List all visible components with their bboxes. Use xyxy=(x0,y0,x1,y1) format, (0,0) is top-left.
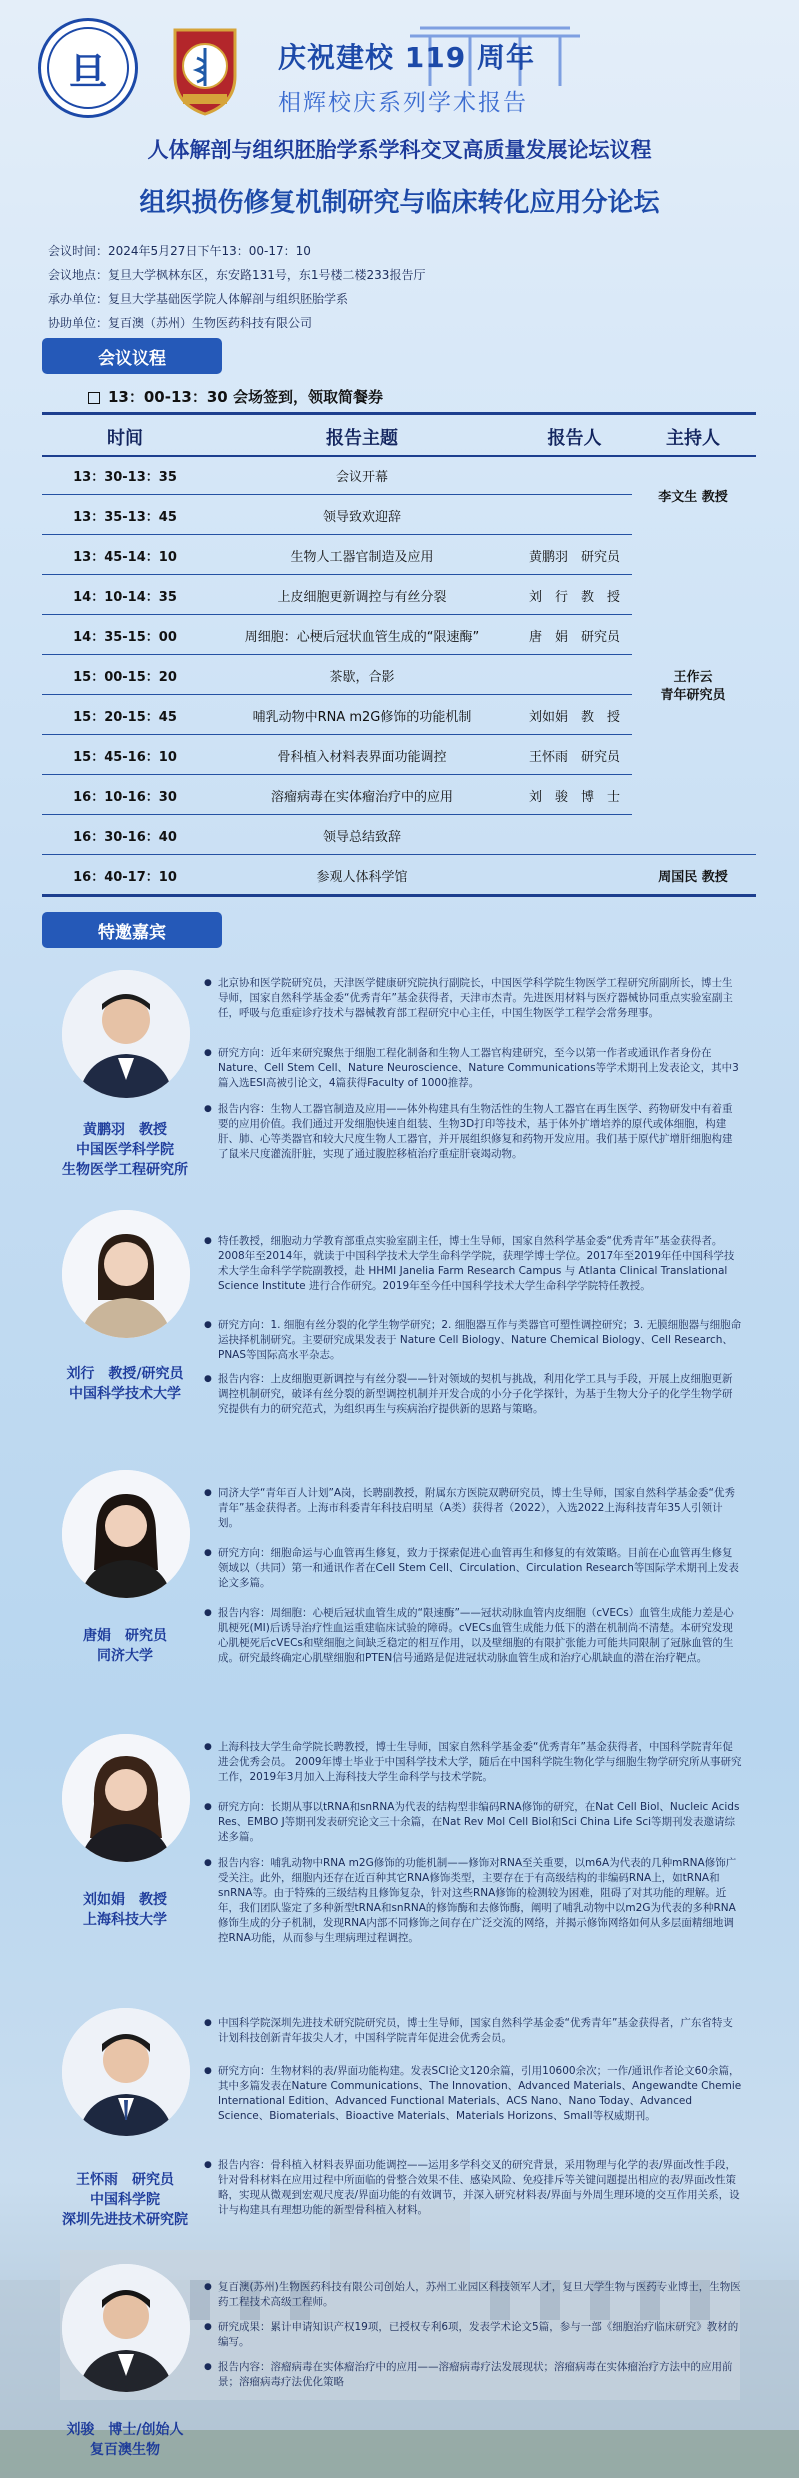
guest-name: 唐娟 研究员 xyxy=(83,1628,167,1644)
table-row: 16：40-17：10 参观人体科学馆 周国民 教授 xyxy=(42,854,756,897)
header-topic: 报告主题 xyxy=(326,428,398,449)
guest-org: 同济大学 xyxy=(97,1648,153,1664)
guests-section-label: 特邀嘉宾 xyxy=(42,912,222,948)
table-row: 14：35-15：00 周细胞：心梗后冠状血管生成的“限速酶” 唐 娟 研究员 xyxy=(42,614,632,655)
guest-bio: ● 复百澳(苏州)生物医药科技有限公司创始人，苏州工业园区科技领军人才，复旦大学生物与医药专业博士，生物医药工程技术高级工程师。 xyxy=(204,2280,742,2310)
guest-research: ● 研究方向：近年来研究聚焦于细胞工程化制备和生物人工器官构建研究，至今以第一作者或通讯作者身份在Nature、Cell Stem Cell、Nature Neuroscience、Nature Communications等学术期刊上发表论文，其中3篇入选ESI高被引论文，4篇获得Faculty of 1000推荐。 xyxy=(204,1046,742,1091)
guest-bio: ● 特任教授，细胞动力学教育部重点实验室副主任，博士生导师，国家自然科学基金委“优秀青年”基金获得者。2008年至2014年，就读于中国科学技术大学生命科学学院，获理学博士学位。2017年至2019年任中国科学技术大学生命科学学院副教授，赴 HHMI Janelia Farm Research Campus 与 Atlanta Clinical Translational Science Institute 进行合作研究。2019年至今任中国科学技术大学生命科学学院特任教授。 xyxy=(204,1234,742,1294)
guest-research: ● 研究方向：长期从事以tRNA和snRNA为代表的结构型非编码RNA修饰的研究，在Nat Cell Biol、Nucleic Acids Res、EMBO J等期刊发表研究论文三十余篇，在Nat Rev Mol Cell Biol和Sci China Life Sci等期刊发表邀请综述多篇。 xyxy=(204,1800,742,1845)
host-3: 周国民 教授 xyxy=(658,870,728,885)
header-host: 主持人 xyxy=(666,428,720,449)
anniversary-subtitle: 相辉校庆系列学术报告 xyxy=(278,90,528,116)
table-header xyxy=(42,412,756,457)
guest-org: 中国科学院 xyxy=(90,2192,160,2208)
guest-talk: ● 报告内容：上皮细胞更新调控与有丝分裂——针对领域的契机与挑战，利用化学工具与手段，开展上皮细胞更新调控机制研究，破译有丝分裂的新型调控机制并开发合成的小分子化学探针，为基于生物大分子的化学生物学研究提供有力的研究范式，为组织再生与疾病治疗提供新的思路与策略。 xyxy=(204,1372,742,1417)
guest-bio: ● 上海科技大学生命学院长聘教授，博士生导师，国家自然科学基金委“优秀青年”基金获得者，中国科学院青年促进会优秀会员。 2009年博士毕业于中国科学技术大学，随后在中国科学院生物化学与细胞生物学研究所从事研究工作，2019年3月加入上海科技大学生命科学与技术学院。 xyxy=(204,1740,742,1785)
guest-bio: ● 北京协和医学院研究员，天津医学健康研究院执行副院长，中国医学科学院生物医学工程研究所副所长，博士生导师，国家自然科学基金委“优秀青年”基金获得者，天津市杰青。先进医用材料与医疗器械协同重点实验室副主任，呼吸与危重症诊疗技术与器械教育部工程研究中心主任，中国生物医学工程学会常务理事。 xyxy=(204,976,742,1021)
table-row: 16：30-16：40 领导总结致辞 xyxy=(42,814,756,855)
guest-bio: ● 中国科学院深圳先进技术研究院研究员，博士生导师，国家自然科学基金委“优秀青年”基金获得者，广东省特支计划科技创新青年拔尖人才，中国科学院青年促进会优秀会员。 xyxy=(204,2016,742,2046)
fudan-logo xyxy=(38,18,138,118)
host-2-title: 青年研究员 xyxy=(660,688,726,703)
checkin-text: 13：00-13：30 会场签到，领取简餐券 xyxy=(108,388,383,406)
guest-bio: ● 同济大学“青年百人计划”A岗，长聘副教授，附属东方医院双聘研究员，博士生导师，国家自然科学基金委“优秀青年”基金获得者。上海市科委青年科技启明星（A类）获得者（2022），入选2022上海科技青年35人引领计划。 xyxy=(204,1486,742,1531)
guest-research: ● 研究方向：细胞命运与心血管再生修复，致力于探索促进心血管再生和修复的有效策略。目前在心血管再生修复领域以（共同）第一和通讯作者在Cell Stem Cell、Circulation、Circulation Research等国际学术期刊上发表论文多篇。 xyxy=(204,1546,742,1591)
meeting-location: 会议地点：复旦大学枫林东区，东安路131号，东1号楼二楼233报告厅 xyxy=(48,268,426,282)
guest-org: 中国医学科学院 xyxy=(76,1142,174,1158)
guest-org: 生物医学工程研究所 xyxy=(62,1162,188,1178)
forum-title: 人体解剖与组织胚胎学系学科交叉高质量发展论坛议程 xyxy=(147,138,652,162)
anniversary-title: 庆祝建校 119 周年 xyxy=(278,41,535,74)
guest-name: 刘如娟 教授 xyxy=(83,1892,167,1908)
guest-photo-huang xyxy=(62,970,190,1098)
organizer: 承办单位：复旦大学基础医学院人体解剖与组织胚胎学系 xyxy=(48,292,349,306)
host-1: 李文生 教授 xyxy=(658,490,728,505)
table-row: 15：20-15：45 哺乳动物中RNA m2G修饰的功能机制 刘如娟 教 授 xyxy=(42,694,632,735)
co-organizer: 协助单位：复百澳（苏州）生物医药科技有限公司 xyxy=(48,316,313,330)
host-2-name: 王作云 xyxy=(673,670,713,685)
guest-research: ● 研究方向：生物材料的表/界面功能构建。发表SCI论文120余篇，引用10600余次；一作/通讯作者论文60余篇，其中多篇发表在Nature Communications、The Innovation、Advanced Materials、Angewandte Chemie International Edition、Advanced Functional Materials、ACS Nano、Nano Today、Advanced Science、Biomaterials、Bioactive Materials、Materials Horizons、Small等权威期刊。 xyxy=(204,2064,742,2124)
logo-character: 旦 xyxy=(68,48,107,94)
guest-org: 复百澳生物 xyxy=(90,2442,160,2458)
subforum-title: 组织损伤修复机制研究与临床转化应用分论坛 xyxy=(139,188,660,218)
table-row: 13：45-14：10 生物人工器官制造及应用 黄鹏羽 研究员 xyxy=(42,534,632,575)
guest-name: 黄鹏羽 教授 xyxy=(83,1122,167,1138)
guest-org: 深圳先进技术研究院 xyxy=(62,2212,188,2228)
guest-talk: ● 报告内容：骨科植入材料表界面功能调控——运用多学科交叉的研究背景，采用物理与化学的表/界面改性手段，针对骨科材料在应用过程中所面临的骨整合效果不佳、感染风险、免疫排斥等关键问题提出相应的表/界面改性策略，实现从微观到宏观尺度表/界面功能的有效调节，并深入研究材料表/界面与外周生理环境的交互作用关系，设计与构建具有理想功能的新型骨科植入材料。 xyxy=(204,2158,742,2218)
guest-research: ● 研究方向：1. 细胞有丝分裂的化学生物学研究；2. 细胞器互作与类器官可塑性调控研究；3. 无膜细胞器与细胞命运抉择机制研究。主要研究成果发表于 Nature Cell Biology、Nature Chemical Biology、Cell Research、PNAS等国际高水平杂志。 xyxy=(204,1318,742,1363)
guest-photo-wang xyxy=(62,2008,190,2136)
table-row: 14：10-14：35 上皮细胞更新调控与有丝分裂 刘 行 教 授 xyxy=(42,574,632,615)
agenda-section-label: 会议议程 xyxy=(42,338,222,374)
table-row: 16：10-16：30 溶瘤病毒在实体瘤治疗中的应用 刘 骏 博 士 xyxy=(42,774,632,815)
guest-photo-liu-jun xyxy=(62,2264,190,2392)
guest-photo-liu-rujuan xyxy=(62,1734,190,1862)
guest-talk: ● 报告内容：生物人工器官制造及应用——体外构建具有生物活性的生物人工器官在再生医学、药物研发中有着重要的应用价值。我们通过开发细胞快速自组装、生物3D打印等技术，基于体外扩增培养的原代或体细胞，构建肝、肺、心等类器官和较大尺度生物人工器官，并开展组织修复和药物开发应用。我们基于原代扩增肝细胞构建了鼠米尺度灌流肝脏，实现了通过腹腔移植治疗重症肝衰竭动物。 xyxy=(204,1102,742,1162)
table-row: 13：30-13：35 会议开幕 xyxy=(42,454,632,495)
guest-name: 王怀雨 研究员 xyxy=(76,2172,174,2188)
checkin-line xyxy=(88,386,383,407)
table-row: 15：00-15：20 茶歇，合影 xyxy=(42,654,632,695)
guest-talk: ● 报告内容：哺乳动物中RNA m2G修饰的功能机制——修饰对RNA至关重要，以m6A为代表的几种mRNA修饰广受关注。此外，细胞内还存在近百种其它RNA修饰类型，主要存在于有高级结构的非编码RNA上，如tRNA和snRNA等。由于特殊的三级结构且修饰复杂，针对这些RNA修饰的检测较为困难，阻碍了对其功能的理解。近年，我们团队鉴定了多种新型tRNA和snRNA的修饰酶和去修饰酶，阐明了哺乳动物中以m2G为代表的多种RNA修饰生成的分子机制，发现RNA内部不同修饰之间存在广泛交流的网络，并揭示修饰网络如何从多层面精细地调控RNA功能，从而参与生理病理过程调控。 xyxy=(204,1856,742,1946)
guest-photo-liu-xing xyxy=(62,1210,190,1338)
meeting-time: 会议时间：2024年5月27日下午13：00-17：10 xyxy=(48,244,311,258)
guest-name: 刘行 教授/研究员 xyxy=(66,1366,184,1382)
guest-org: 中国科学技术大学 xyxy=(69,1386,181,1402)
guest-org: 上海科技大学 xyxy=(83,1912,167,1928)
table-row: 15：45-16：10 骨科植入材料表界面功能调控 王怀雨 研究员 xyxy=(42,734,632,775)
guest-talk: ● 报告内容：周细胞：心梗后冠状血管生成的“限速酶”——冠状动脉血管内皮细胞（cVECs）血管生成能力差是心肌梗死(MI)后诱导治疗性血运重建临床试验的障碍。cVECs血管生成能力低下的潜在机制尚不清楚。本研究发现心肌梗死后cVECs和壁细胞之间缺乏稳定的相互作用，以及壁细胞的有限扩张能力可能共同限制了冠脉血管的生成。研究最终确定心肌壁细胞和PTEN信号通路是促进冠状动脉血管生成和治疗心肌缺血的潜在治疗靶点。 xyxy=(204,1606,742,1666)
guest-talk: ● 报告内容：溶瘤病毒在实体瘤治疗中的应用——溶瘤病毒疗法发展现状；溶瘤病毒在实体瘤治疗方法中的应用前景；溶瘤病毒疗法优化策略 xyxy=(204,2360,742,2390)
table-row: 13：35-13：45 领导致欢迎辞 xyxy=(42,494,632,535)
guest-photo-tang xyxy=(62,1470,190,1598)
guest-name: 刘骏 博士/创始人 xyxy=(66,2422,184,2438)
header-time: 时间 xyxy=(107,428,143,449)
shanghai-medical-college-logo xyxy=(155,18,255,118)
header-speaker: 报告人 xyxy=(547,428,602,449)
checkbox-icon xyxy=(88,392,100,404)
guest-research: ● 研究成果：累计申请知识产权19项，已授权专利6项，发表学术论文5篇，参与一部《细胞治疗临床研究》教材的编写。 xyxy=(204,2320,742,2350)
